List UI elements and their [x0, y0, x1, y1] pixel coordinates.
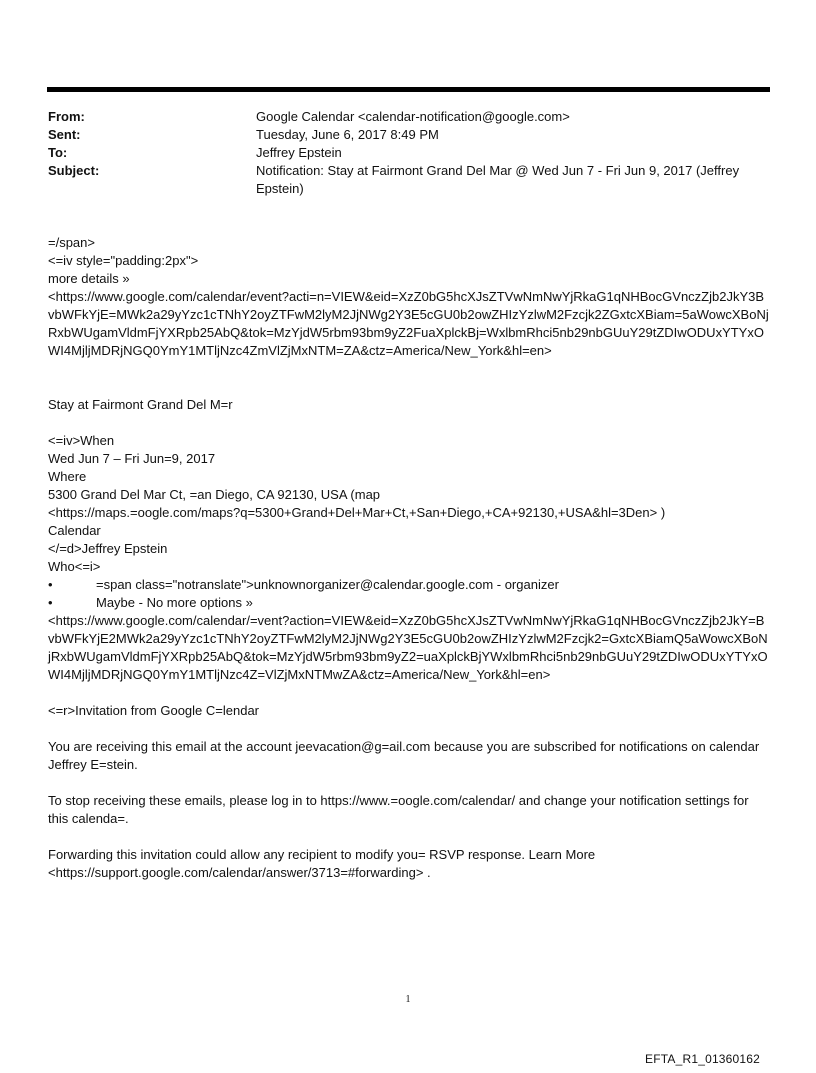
bullet-icon: • — [48, 577, 53, 592]
spacer — [48, 378, 770, 396]
sent-value: Tuesday, June 6, 2017 8:49 PM — [256, 127, 439, 142]
stop-paragraph: To stop receiving these emails, please log in to https://www.=oogle.com/calendar/ and change your notification settings for this calenda=. — [48, 793, 749, 826]
organizer-text: =span class="notranslate">unknownorganizer@calendar.google.com - organizer — [96, 577, 559, 592]
spacer — [48, 684, 770, 702]
event-url[interactable]: <https://www.google.com/calendar/event?acti=n=VIEW&eid=XzZ0bG5hcXJsZTVwNmNwYjRkaG1qNHBocGVnczZjb2JkY3BvbWFkYjE=MWk2a29yYzc1cTNhY2oyZTFwM2lyM2JjNWg2Y3E5cGU0b2owZHIzYzlwM2Fzcjk2ZGxtcXBiam=5aWowcXBoNjRxbWUgamVldmFjYXRpb25AbQ&tok=MzYjdW5rbm93bm9yZ2FuaXplckBj=WxlbmRhci5nb29nbGUuY29tZDIwODUxYTYxOWI4MjljMDRjNGQ0YmY1MTljNzc4ZmVlZjMxNTM=ZA&ctz=America/New_York&hl=en> — [48, 289, 769, 358]
email-body — [48, 234, 770, 882]
to-value: Jeffrey Epstein — [256, 145, 342, 160]
header-rule — [47, 87, 770, 92]
where-label: Where — [48, 469, 87, 484]
more-details-link[interactable]: more details » — [48, 271, 130, 286]
forwarding-paragraph — [48, 846, 770, 882]
to-row — [48, 144, 770, 162]
from-label: From: — [48, 109, 85, 124]
document-id: EFTA_R1_01360162 — [645, 1052, 761, 1066]
when-label: <=iv>When — [48, 433, 115, 448]
spacer — [48, 360, 770, 378]
email-header — [48, 108, 770, 198]
list-item — [48, 594, 770, 612]
from-row — [48, 108, 770, 126]
from-value: Google Calendar <calendar-notification@google.com> — [256, 109, 570, 124]
forwarding-text: Forwarding this invitation could allow any recipient to modify you= RSVP response. Learn More — [48, 847, 596, 862]
spacer — [48, 720, 770, 738]
spacer — [48, 414, 770, 432]
subject-value: Notification: Stay at Fairmont Grand Del Mar @ Wed Jun 7 - Fri Jun 9, 2017 (Jeffrey Epstein) — [256, 163, 740, 196]
list-item — [48, 576, 770, 594]
sent-row — [48, 126, 770, 144]
sent-label: Sent: — [48, 127, 81, 142]
learn-more-url[interactable]: <https://support.google.com/calendar/answer/3713=#forwarding> . — [48, 865, 431, 880]
subject-label: Subject: — [48, 163, 100, 178]
where-value: 5300 Grand Del Mar Ct, =an Diego, CA 92130, USA (map — [48, 487, 381, 502]
page-number: 1 — [405, 994, 411, 1005]
to-label: To: — [48, 145, 68, 160]
notice-paragraph: You are receiving this email at the account jeevacation@g=ail.com because you are subscribed for notifications on calendar Jeffrey E=stein. — [48, 739, 760, 772]
event-title: Stay at Fairmont Grand Del M=r — [48, 397, 233, 412]
subject-row — [48, 162, 770, 198]
invitation-line: <=r>Invitation from Google C=lendar — [48, 703, 260, 718]
when-value: Wed Jun 7 – Fri Jun=9, 2017 — [48, 451, 216, 466]
calendar-value: </=d>Jeffrey Epstein — [48, 541, 168, 556]
body-line: =/span> — [48, 235, 95, 250]
body-line: <=iv style="padding:2px"> — [48, 253, 199, 268]
who-label: Who<=i> — [48, 559, 101, 574]
options-url[interactable]: <https://www.google.com/calendar/=vent?action=VIEW&eid=XzZ0bG5hcXJsZTVwNmNwYjRkaG1qNHBocGVnczZjb2JkY=BvbWFkYjE2MWk2a29yYzc1cTNhY2oyZTFwM2lyM2JjNWg2Y3E5cGU0b2owZHIzYzlwM2Fzcjk2=GxtcXBiamQ5aWowcXBoNjRxbWUgamVldmFjYXRpb25AbQ&tok=MzYjdW5rbm93bm9yZ2=uaXplckBjYWxlbmRhci5nb29nbGUuY29tZDIwODUxYTYxOWI4MjljMDRjNGQ0YmY1MTljNzc4Z=VlZjMxNTMwZA&ctz=America/New_York&hl=en> — [48, 613, 768, 682]
map-url[interactable]: <https://maps.=oogle.com/maps?q=5300+Grand+Del+Mar+Ct,+San+Diego,+CA+92130,+USA&hl=3Den> ) — [48, 505, 666, 520]
rsvp-options[interactable]: Maybe - No more options » — [96, 595, 253, 610]
bullet-icon: • — [48, 595, 53, 610]
calendar-label: Calendar — [48, 523, 101, 538]
